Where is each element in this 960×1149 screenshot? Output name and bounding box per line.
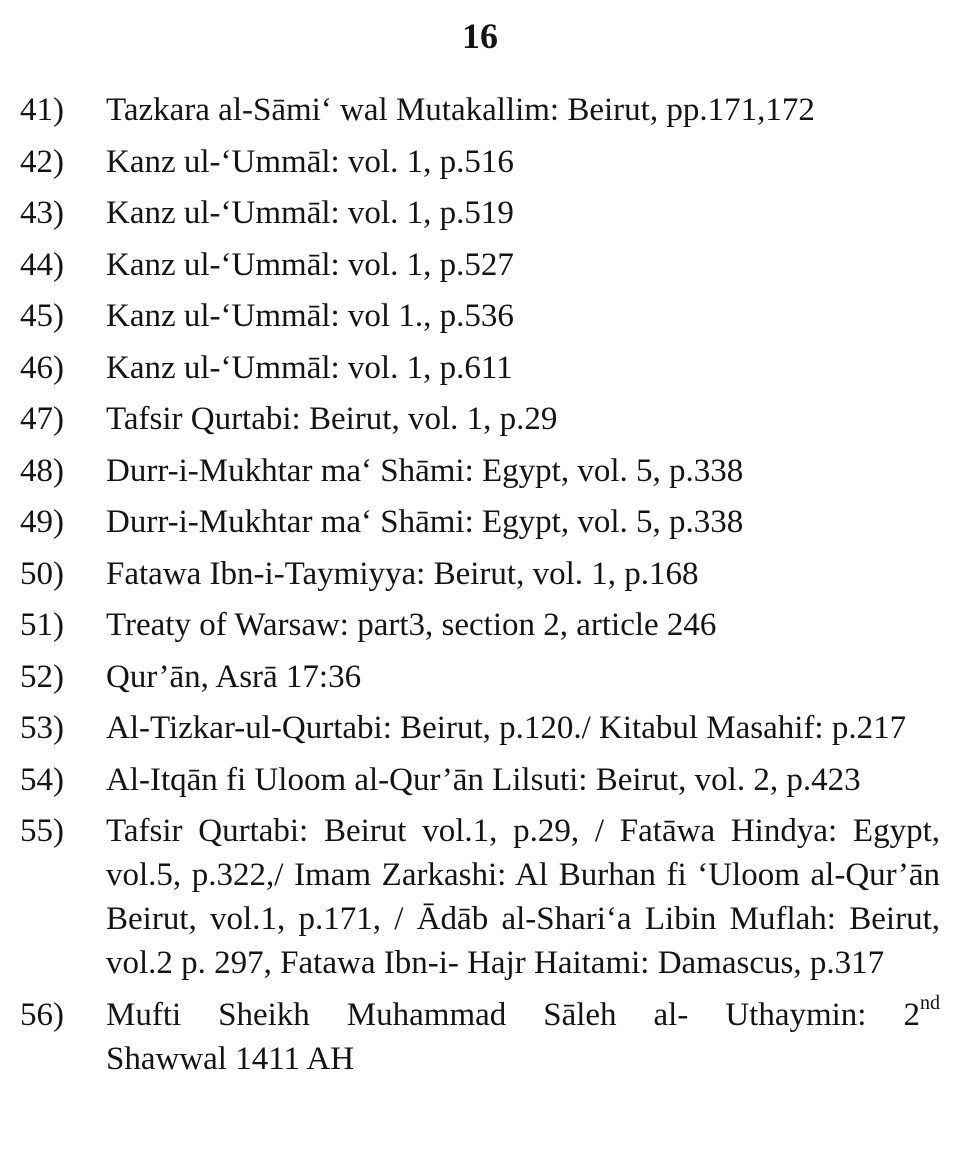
endnote-number: 50) xyxy=(20,555,64,592)
endnote-51 xyxy=(20,603,940,647)
endnote-text: Kanz ul-‘Ummāl: vol 1., p.536 xyxy=(106,298,514,334)
endnote-text: Qur’ān, Asrā 17:36 xyxy=(106,658,362,695)
endnote-number: 55) xyxy=(20,813,64,849)
word: al- xyxy=(653,996,689,1033)
page-number: 16 xyxy=(462,16,498,56)
endnote-text: Fatawa Ibn-i-Taymiyya: Beirut, vol. 1, p.168 xyxy=(106,555,699,592)
endnotes-list xyxy=(20,88,940,1088)
endnote-54 xyxy=(20,758,940,802)
endnote-text: Al-Tizkar-ul-Qurtabi: Beirut, p.120./ Kitabul Masahif: p.217 xyxy=(106,710,907,746)
endnote-text: Tafsir Qurtabi: Beirut vol.1, p.29, / Fatāwa Hindya: Egypt, vol.5, p.322,/ Imam Zarkashi: Al Burhan fi ‘Uloom al-Qur’ān Beirut, vol.1, p.171, / Ādāb al-Shari‘a Libin Muflah: Beirut, vol.2 p. 297, Fatawa Ibn-i- Hajr Haitami: Damascus, p.317 xyxy=(106,813,940,981)
endnote-47 xyxy=(20,397,940,441)
endnote-number: 46) xyxy=(20,349,64,386)
endnote-43 xyxy=(20,191,940,235)
endnote-44 xyxy=(20,243,940,287)
endnote-text: Kanz ul-‘Ummāl: vol. 1, p.527 xyxy=(106,246,514,283)
endnote-56 xyxy=(20,993,940,1081)
endnote-number: 53) xyxy=(20,710,64,746)
word: Mufti xyxy=(106,996,182,1033)
endnote-number: 51) xyxy=(20,607,64,643)
endnote-text: Tafsir Qurtabi: Beirut, vol. 1, p.29 xyxy=(106,401,558,437)
endnote-42 xyxy=(20,140,940,184)
ordinal-number: 2 xyxy=(903,996,920,1033)
endnote-number: 56) xyxy=(20,996,64,1033)
word: Uthaymin: xyxy=(725,996,867,1033)
endnote-48 xyxy=(20,449,940,493)
ordinal-date xyxy=(903,993,940,1037)
endnote-56-line-2: Shawwal 1411 AH xyxy=(106,1040,355,1077)
endnote-text: Kanz ul-‘Ummāl: vol. 1, p.516 xyxy=(106,143,514,180)
endnote-52 xyxy=(20,655,940,699)
endnote-text: Kanz ul-‘Ummāl: vol. 1, p.611 xyxy=(106,349,513,386)
endnote-45 xyxy=(20,294,940,338)
word: Muhammad xyxy=(346,996,507,1033)
endnote-text: Durr-i-Mukhtar ma‘ Shāmi: Egypt, vol. 5, p.338 xyxy=(106,504,744,540)
endnote-46 xyxy=(20,346,940,390)
endnote-53 xyxy=(20,706,940,750)
endnote-number: 52) xyxy=(20,658,64,695)
word: Sheikh xyxy=(218,996,310,1033)
endnote-49 xyxy=(20,500,940,544)
endnote-number: 48) xyxy=(20,452,64,489)
endnote-number: 41) xyxy=(20,92,64,128)
endnote-text: Durr-i-Mukhtar ma‘ Shāmi: Egypt, vol. 5, p.338 xyxy=(106,452,744,489)
word: Sāleh xyxy=(543,996,617,1033)
endnote-text xyxy=(106,993,940,1081)
endnote-number: 42) xyxy=(20,143,64,180)
endnote-text: Al-Itqān fi Uloom al-Qur’ān Lilsuti: Beirut, vol. 2, p.423 xyxy=(106,761,861,798)
endnote-text: Tazkara al-Sāmi‘ wal Mutakallim: Beirut, pp.171,172 xyxy=(106,92,815,128)
endnote-number: 49) xyxy=(20,504,64,540)
endnote-41 xyxy=(20,88,940,132)
endnote-number: 45) xyxy=(20,298,64,334)
ordinal-suffix: nd xyxy=(919,991,940,1014)
endnote-50 xyxy=(20,552,940,596)
endnote-number: 54) xyxy=(20,761,64,798)
endnote-text: Kanz ul-‘Ummāl: vol. 1, p.519 xyxy=(106,195,514,231)
endnote-number: 43) xyxy=(20,195,64,231)
endnote-number: 44) xyxy=(20,246,64,283)
endnote-number: 47) xyxy=(20,401,64,437)
endnote-56-line-1 xyxy=(106,993,940,1037)
endnote-55 xyxy=(20,809,940,985)
endnote-text: Treaty of Warsaw: part3, section 2, article 246 xyxy=(106,607,717,643)
